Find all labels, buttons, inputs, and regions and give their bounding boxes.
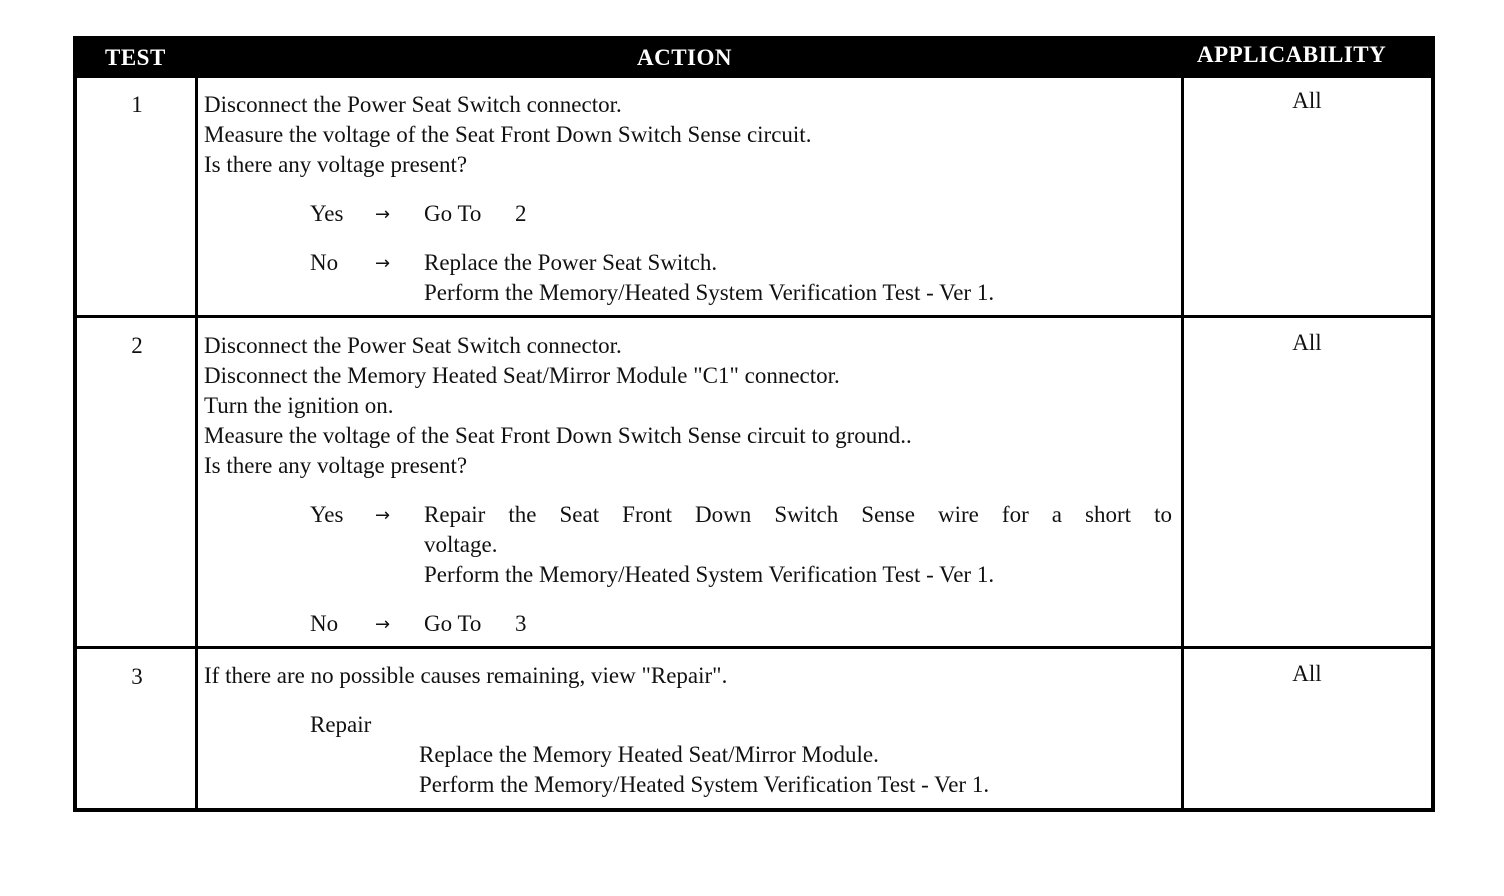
test-number: 2 (131, 333, 143, 358)
column-divider-applicability (1181, 78, 1184, 812)
yes-label: Yes (310, 201, 344, 226)
action-line: Is there any voltage present? (204, 453, 468, 478)
goto-label: Go To (424, 201, 482, 226)
result-line: voltage. (424, 532, 498, 557)
table-header (77, 40, 1431, 78)
test-number: 3 (131, 664, 143, 689)
result-line: Perform the Memory/Heated System Verification Test - Ver 1. (424, 280, 995, 305)
arrow-icon: → (375, 614, 391, 635)
action-line: Disconnect the Memory Heated Seat/Mirror Module "C1" connector. (204, 363, 840, 388)
no-label: No (310, 250, 339, 275)
arrow-icon: → (375, 505, 391, 526)
goto-target: 2 (515, 201, 527, 226)
result-line: Perform the Memory/Heated System Verification Test - Ver 1. (424, 562, 995, 587)
result-line: Repair the Seat Front Down Switch Sense wire for a short to (424, 502, 1172, 527)
column-divider-test (195, 78, 198, 812)
row-divider-2 (77, 646, 1431, 649)
goto-label: Go To (424, 611, 482, 636)
repair-label: Repair (310, 712, 372, 737)
arrow-icon: → (375, 253, 391, 274)
action-line: Is there any voltage present? (204, 152, 468, 177)
no-label: No (310, 611, 339, 636)
goto-target: 3 (515, 611, 527, 636)
header-applicability: APPLICABILITY (1197, 42, 1387, 67)
action-line: If there are no possible causes remaining, view "Repair". (204, 663, 728, 688)
action-line: Disconnect the Power Seat Switch connector. (204, 333, 622, 358)
result-line: Replace the Memory Heated Seat/Mirror Module. (419, 742, 879, 767)
result-line: Replace the Power Seat Switch. (424, 250, 718, 275)
row-divider-1 (77, 315, 1431, 318)
header-action: ACTION (637, 45, 733, 70)
action-line: Measure the voltage of the Seat Front Down Switch Sense circuit to ground.. (204, 423, 912, 448)
applicability-value: All (1292, 88, 1322, 113)
yes-label: Yes (310, 502, 344, 527)
header-test: TEST (105, 45, 166, 70)
diagnostic-test-table (73, 36, 1435, 812)
applicability-value: All (1292, 330, 1322, 355)
test-number: 1 (131, 92, 143, 117)
action-line: Turn the ignition on. (204, 393, 394, 418)
action-line: Disconnect the Power Seat Switch connector. (204, 92, 622, 117)
arrow-icon: → (375, 204, 391, 225)
result-line: Perform the Memory/Heated System Verification Test - Ver 1. (419, 772, 990, 797)
applicability-value: All (1292, 661, 1322, 686)
action-line: Measure the voltage of the Seat Front Down Switch Sense circuit. (204, 122, 812, 147)
